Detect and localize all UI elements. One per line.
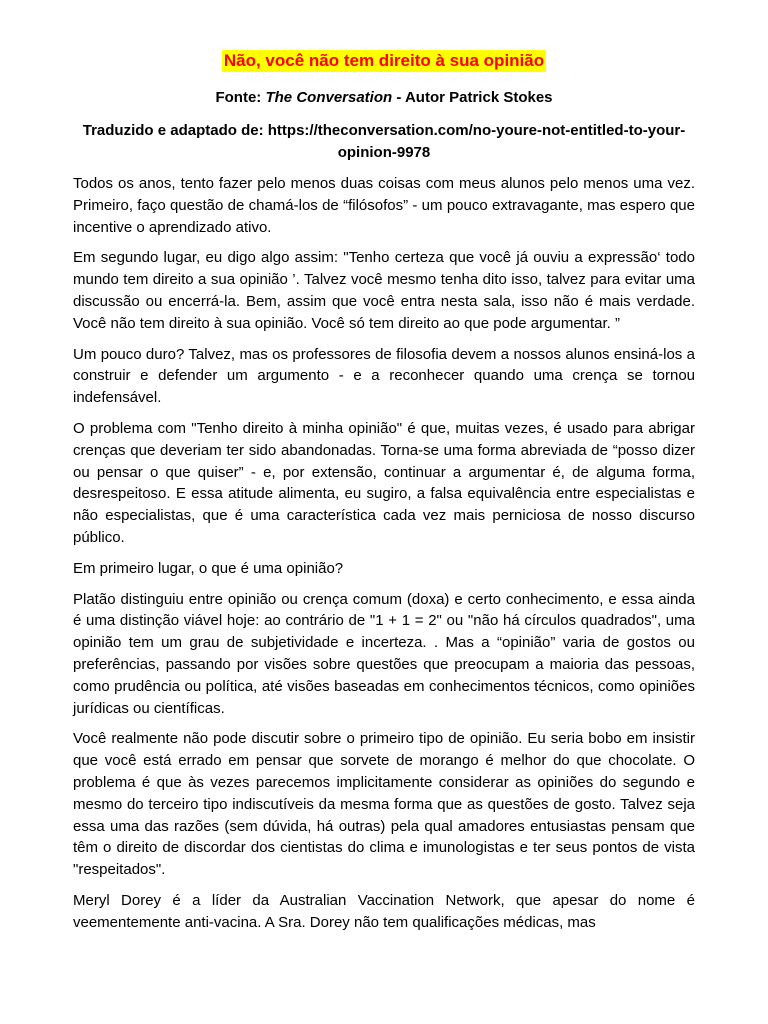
paragraph: Um pouco duro? Talvez, mas os professores de filosofia devem a nossos alunos ensiná-los a construir e defender um argumento - e a reconhecer quando uma crença se tornou indefensável. <box>73 345 695 407</box>
source-label: Fonte: <box>215 89 262 106</box>
article-body <box>73 173 695 934</box>
title-wrapper <box>73 50 695 72</box>
paragraph: Meryl Dorey é a líder da Australian Vaccination Network, que apesar do nome é veementemente anti-vacina. A Sra. Dorey não tem qualificações médicas, mas <box>73 891 695 931</box>
paragraph: Você realmente não pode discutir sobre o primeiro tipo de opinião. Eu seria bobo em insistir que você está errado em pensar que sorvete de morango é melhor do que chocolate. O problema é que às vezes parecemos implicitamente considerar as opiniões do segundo e mesmo do terceiro tipo indiscutíveis da mesma forma que as questões de gosto. Talvez seja essa uma das razões (sem dúvida, há outras) pela qual amadores entusiastas pensam que têm o direito de discordar dos cientistas do clima e imunologistas e ter seus pontos de vista "respeitados". <box>73 730 695 879</box>
source-separator: - <box>396 89 402 106</box>
translated-from: Traduzido e adaptado de: https://theconversation.com/no-youre-not-entitled-to-your-opinion-9978 <box>82 122 686 161</box>
source-line <box>73 88 695 108</box>
source-work: The Conversation <box>265 89 393 106</box>
paragraph: O problema com "Tenho direito à minha opinião" é que, muitas vezes, é usado para abrigar crenças que deveriam ter sido abandonadas. Torna-se uma forma abreviada de “posso dizer ou pensar o que quiser” - e, por extensão, continuar a argumentar é, de alguma forma, desrespeitoso. E essa atitude alimenta, eu sugiro, a falsa equivalência entre especialistas e não especialistas, que é uma característica cada vez mais perniciosa de nosso discurso público. <box>73 419 695 546</box>
paragraph: Todos os anos, tento fazer pelo menos duas coisas com meus alunos pelo menos uma vez. Primeiro, faço questão de chamá-los de “filósofos” - um pouco extravagante, mas espero que incentive o aprendizado ativo. <box>73 175 695 236</box>
document-title: Não, você não tem direito à sua opinião <box>223 51 545 70</box>
source-author: Autor Patrick Stokes <box>404 89 553 106</box>
paragraph: Platão distinguiu entre opinião ou crença comum (doxa) e certo conhecimento, e essa ainda é uma distinção viável hoje: ao contrário de "1 + 1 = 2" ou "não há círculos quadrados", uma opinião tem um grau de subjetividade e incerteza. . Mas a “opinião” varia de gostos ou preferências, passando por visões sobre questões que preocupam a maioria das pessoas, como prudência ou política, até visões baseadas em conhecimentos técnicos, como opiniões jurídicas ou científicas. <box>73 590 695 717</box>
paragraph: Em primeiro lugar, o que é uma opinião? <box>73 559 344 577</box>
paragraph: Em segundo lugar, eu digo algo assim: "Tenho certeza que você já ouviu a expressão‘ todo mundo tem direito a sua opinião ’. Talvez você mesmo tenha dito isso, talvez para evitar uma discussão ou encerrá-la. Bem, assim que você entra nesta sala, isso não é mais verdade. Você não tem direito à sua opinião. Você só tem direito ao que pode argumentar. ” <box>73 249 695 332</box>
